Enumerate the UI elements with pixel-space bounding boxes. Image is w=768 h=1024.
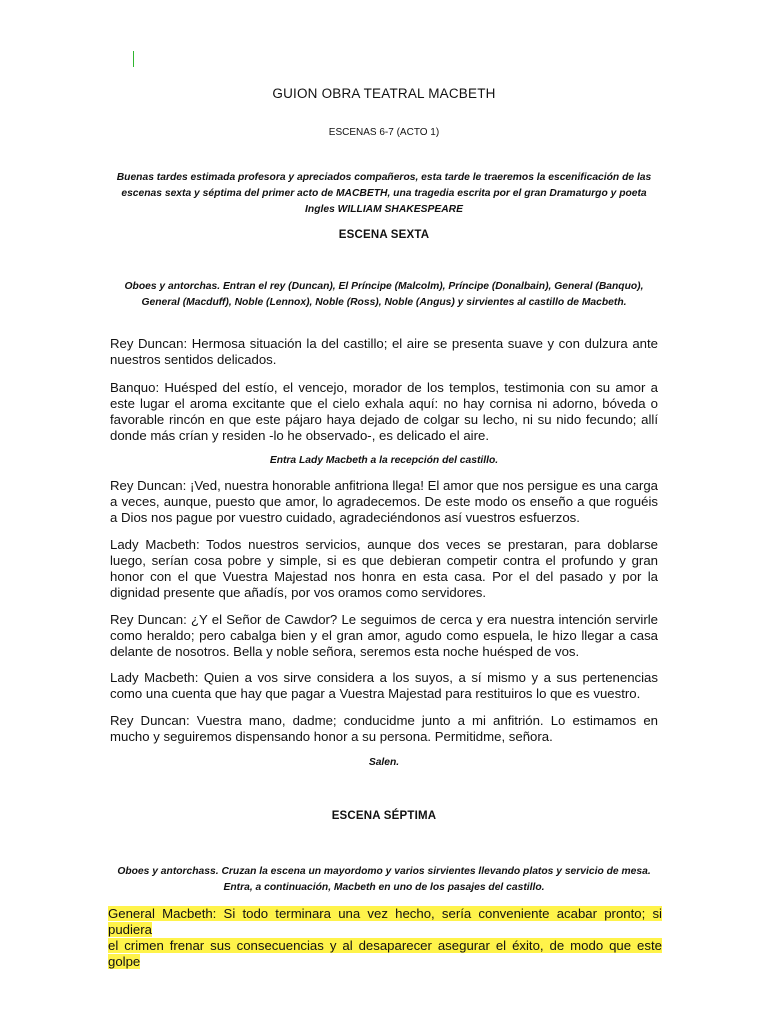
dialogue-paragraph: Rey Duncan: Hermosa situación la del castillo; el aire se presenta suave y con dulzura ante nuestros sentidos delicados. [110,336,658,367]
dialogue-paragraph: Lady Macbeth: Quien a vos sirve considera a los suyos, a sí mismo y a sus pertenencias como una cuenta que hay que pagar a Vuestra Majestad para restituiros lo que es vuestro. [110,670,658,701]
highlighted-line: el crimen frenar sus consecuencias y al desaparecer asegurar el éxito, de modo que este golpe [108,938,662,969]
scene-six-heading: ESCENA SEXTA [338,229,430,241]
scene-seven-stage-direction: Oboes y antorchass. Cruzan la escena un mayordomo y varios sirvientes llevando platos y servicio de mesa. Entra, a continuación, Macbeth en uno de los pasajes del castillo. [117,866,651,893]
highlighted-line: General Macbeth: Si todo terminara una vez hecho, sería conveniente acabar pronto; si pudiera [108,906,662,937]
dialogue-paragraph: Rey Duncan: ¿Y el Señor de Cawdor? Le seguimos de cerca y era nuestra intención servirle como heraldo; pero cabalga bien y el gran amor, agudo como espuela, le hizo llegar a casa delante de nosotros. Bella y noble señora, seremos esta noche huésped de vos. [110,612,658,659]
dialogue-paragraph: Rey Duncan: ¡Ved, nuestra honorable anfitriona llega! El amor que nos persigue es una carga a veces, aunque, puesto que amor, lo agradecemos. De este modo os enseño a que roguéis a Dios nos pague por vuestro cuidado, agradeciéndonos así vuestros esfuerzos. [110,478,658,525]
document-title: GUION OBRA TEATRAL MACBETH [272,86,496,101]
intro-paragraph: Buenas tardes estimada profesora y apreciados compañeros, esta tarde le traeremos la escenificación de las escenas sexta y séptima del primer acto de MACBETH, una tragedia escrita por el gran Dramaturgo y poeta Ingles WILLIAM SHAKESPEARE [116,172,652,215]
stage-direction-lady-entry: Entra Lady Macbeth a la recepción del castillo. [269,455,499,466]
text-cursor [133,51,134,67]
dialogue-paragraph: Rey Duncan: Vuestra mano, dadme; conducidme junto a mi anfitrión. Lo estimamos en mucho y seguiremos dispensando honor a su persona. Permitidme, señora. [110,713,658,744]
stage-direction-exit: Salen. [368,757,400,768]
document-subtitle: ESCENAS 6-7 (ACTO 1) [328,127,440,138]
scene-six-stage-direction: Oboes y antorchas. Entran el rey (Duncan), El Príncipe (Malcolm), Príncipe (Donalbain), General (Banquo), General (Macduff), Noble (Lennox), Noble (Ross), Noble (Angus) y sirvientes al castillo de Macbeth. [124,281,644,308]
highlighted-paragraph [108,906,662,970]
dialogue-paragraph: Lady Macbeth: Todos nuestros servicios, aunque dos veces se prestaran, para doblarse luego, serían cosa pobre y simple, si es que debieran competir contra el profundo y gran honor con el que Vuestra Majestad nos honra en esta casa. Por el del pasado y por la dignidad presente que añadís, por vos oramos como servidores. [110,537,658,600]
scene-seven-heading: ESCENA SÉPTIMA [331,810,437,822]
dialogue-paragraph: Banquo: Huésped del estío, el vencejo, morador de los templos, testimonia con su amor a este lugar el aroma excitante que el cielo exhala aquí: no hay cornisa ni adorno, bóveda o favorable rincón en que este pájaro haya dejado de colgar su lecho, ni su nido fecundo; allí donde más crían y residen -lo he observado-, es delicado el aire. [110,380,658,443]
